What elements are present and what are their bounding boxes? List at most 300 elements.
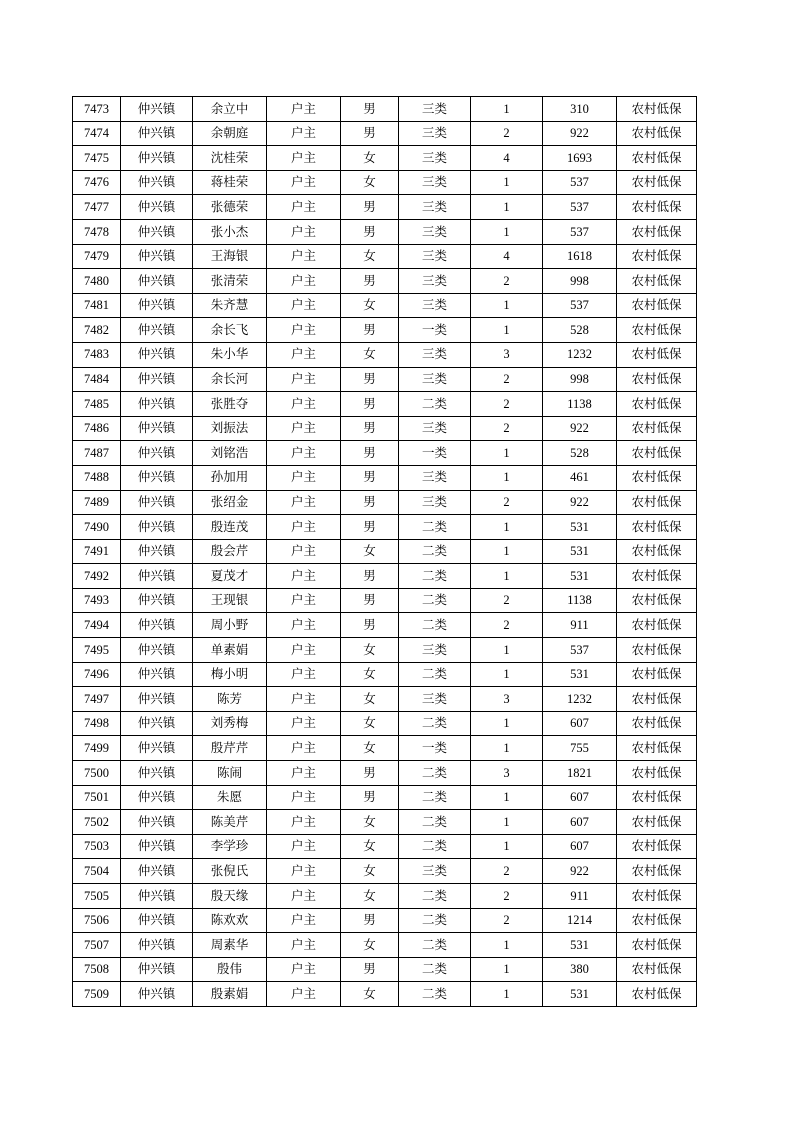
township-cell: 仲兴镇 [121,834,193,859]
relation-cell: 户主 [267,269,341,294]
household-head-name-cell: 殷会芹 [193,539,267,564]
township-cell: 仲兴镇 [121,884,193,909]
relation-cell: 户主 [267,761,341,786]
gender-cell: 男 [341,121,399,146]
relation-cell: 户主 [267,785,341,810]
table-row [73,416,697,441]
assistance-type-cell: 农村低保 [617,441,697,466]
table-row [73,293,697,318]
category-cell: 二类 [399,564,471,589]
township-cell: 仲兴镇 [121,121,193,146]
monthly-amount-cell: 531 [543,982,617,1007]
township-cell: 仲兴镇 [121,859,193,884]
household-size-cell: 4 [471,146,543,171]
gender-cell: 女 [341,638,399,663]
household-head-name-cell: 陈芳 [193,687,267,712]
assistance-type-cell: 农村低保 [617,662,697,687]
township-cell: 仲兴镇 [121,638,193,663]
gender-cell: 男 [341,588,399,613]
gender-cell: 女 [341,293,399,318]
table-row [73,97,697,122]
township-cell: 仲兴镇 [121,195,193,220]
relation-cell: 户主 [267,539,341,564]
gender-cell: 男 [341,957,399,982]
household-size-cell: 2 [471,613,543,638]
monthly-amount-cell: 922 [543,121,617,146]
household-head-name-cell: 单素娟 [193,638,267,663]
monthly-amount-cell: 531 [543,662,617,687]
assistance-type-cell: 农村低保 [617,515,697,540]
assistance-type-cell: 农村低保 [617,859,697,884]
assistance-type-cell: 农村低保 [617,97,697,122]
household-size-cell: 1 [471,195,543,220]
assistance-type-cell: 农村低保 [617,638,697,663]
relation-cell: 户主 [267,859,341,884]
household-head-name-cell: 张倪氏 [193,859,267,884]
household-size-cell: 2 [471,392,543,417]
monthly-amount-cell: 380 [543,957,617,982]
table-row [73,834,697,859]
household-head-name-cell: 余长飞 [193,318,267,343]
table-row [73,662,697,687]
household-size-cell: 1 [471,318,543,343]
township-cell: 仲兴镇 [121,318,193,343]
table-row [73,613,697,638]
table-row [73,859,697,884]
monthly-amount-cell: 1618 [543,244,617,269]
monthly-amount-cell: 537 [543,195,617,220]
category-cell: 三类 [399,465,471,490]
monthly-amount-cell: 922 [543,859,617,884]
gender-cell: 女 [341,146,399,171]
gender-cell: 女 [341,662,399,687]
record-number-cell: 7504 [73,859,121,884]
monthly-amount-cell: 461 [543,465,617,490]
category-cell: 二类 [399,982,471,1007]
household-size-cell: 2 [471,367,543,392]
category-cell: 二类 [399,662,471,687]
household-size-cell: 1 [471,785,543,810]
gender-cell: 女 [341,342,399,367]
record-number-cell: 7499 [73,736,121,761]
household-size-cell: 1 [471,736,543,761]
monthly-amount-cell: 531 [543,515,617,540]
relation-cell: 户主 [267,933,341,958]
township-cell: 仲兴镇 [121,564,193,589]
table-row [73,146,697,171]
township-cell: 仲兴镇 [121,810,193,835]
household-head-name-cell: 李学珍 [193,834,267,859]
gender-cell: 女 [341,859,399,884]
township-cell: 仲兴镇 [121,392,193,417]
gender-cell: 女 [341,834,399,859]
table-row [73,392,697,417]
table-row [73,785,697,810]
relation-cell: 户主 [267,884,341,909]
monthly-amount-cell: 1138 [543,392,617,417]
category-cell: 三类 [399,293,471,318]
gender-cell: 男 [341,613,399,638]
category-cell: 三类 [399,195,471,220]
category-cell: 二类 [399,933,471,958]
record-number-cell: 7509 [73,982,121,1007]
table-row [73,711,697,736]
household-head-name-cell: 张小杰 [193,219,267,244]
category-cell: 二类 [399,613,471,638]
category-cell: 二类 [399,588,471,613]
gender-cell: 女 [341,982,399,1007]
gender-cell: 男 [341,219,399,244]
table-row [73,121,697,146]
township-cell: 仲兴镇 [121,244,193,269]
gender-cell: 女 [341,933,399,958]
relation-cell: 户主 [267,195,341,220]
table-row [73,908,697,933]
household-size-cell: 4 [471,244,543,269]
record-number-cell: 7491 [73,539,121,564]
assistance-type-cell: 农村低保 [617,539,697,564]
household-head-name-cell: 张德荣 [193,195,267,220]
township-cell: 仲兴镇 [121,441,193,466]
gender-cell: 女 [341,539,399,564]
household-head-name-cell: 朱小华 [193,342,267,367]
township-cell: 仲兴镇 [121,416,193,441]
household-head-name-cell: 孙加用 [193,465,267,490]
gender-cell: 女 [341,170,399,195]
assistance-type-cell: 农村低保 [617,244,697,269]
household-size-cell: 1 [471,662,543,687]
relation-cell: 户主 [267,392,341,417]
township-cell: 仲兴镇 [121,761,193,786]
household-head-name-cell: 刘铭浩 [193,441,267,466]
monthly-amount-cell: 1232 [543,342,617,367]
gender-cell: 男 [341,908,399,933]
gender-cell: 女 [341,687,399,712]
assistance-type-cell: 农村低保 [617,908,697,933]
household-head-name-cell: 张清荣 [193,269,267,294]
assistance-type-cell: 农村低保 [617,146,697,171]
household-size-cell: 1 [471,441,543,466]
category-cell: 三类 [399,859,471,884]
monthly-amount-cell: 607 [543,834,617,859]
household-size-cell: 2 [471,416,543,441]
table-row [73,736,697,761]
record-number-cell: 7481 [73,293,121,318]
monthly-amount-cell: 531 [543,564,617,589]
township-cell: 仲兴镇 [121,170,193,195]
household-head-name-cell: 余朝庭 [193,121,267,146]
household-size-cell: 1 [471,810,543,835]
relation-cell: 户主 [267,588,341,613]
record-number-cell: 7476 [73,170,121,195]
relation-cell: 户主 [267,564,341,589]
record-number-cell: 7494 [73,613,121,638]
record-number-cell: 7480 [73,269,121,294]
assistance-type-cell: 农村低保 [617,293,697,318]
household-head-name-cell: 周小野 [193,613,267,638]
township-cell: 仲兴镇 [121,736,193,761]
township-cell: 仲兴镇 [121,293,193,318]
monthly-amount-cell: 998 [543,269,617,294]
record-number-cell: 7479 [73,244,121,269]
table-row [73,515,697,540]
township-cell: 仲兴镇 [121,785,193,810]
gender-cell: 女 [341,711,399,736]
relation-cell: 户主 [267,367,341,392]
category-cell: 二类 [399,515,471,540]
monthly-amount-cell: 922 [543,490,617,515]
category-cell: 三类 [399,416,471,441]
relation-cell: 户主 [267,146,341,171]
relation-cell: 户主 [267,219,341,244]
monthly-amount-cell: 911 [543,613,617,638]
township-cell: 仲兴镇 [121,982,193,1007]
category-cell: 一类 [399,736,471,761]
record-number-cell: 7473 [73,97,121,122]
monthly-amount-cell: 537 [543,170,617,195]
assistance-type-cell: 农村低保 [617,761,697,786]
township-cell: 仲兴镇 [121,146,193,171]
township-cell: 仲兴镇 [121,588,193,613]
category-cell: 二类 [399,957,471,982]
gender-cell: 女 [341,810,399,835]
category-cell: 三类 [399,244,471,269]
household-head-name-cell: 王海银 [193,244,267,269]
assistance-type-cell: 农村低保 [617,687,697,712]
household-size-cell: 1 [471,711,543,736]
township-cell: 仲兴镇 [121,367,193,392]
category-cell: 二类 [399,761,471,786]
gender-cell: 男 [341,564,399,589]
household-head-name-cell: 刘振法 [193,416,267,441]
record-number-cell: 7505 [73,884,121,909]
table-body [73,97,697,1007]
relation-cell: 户主 [267,342,341,367]
township-cell: 仲兴镇 [121,539,193,564]
household-head-name-cell: 梅小明 [193,662,267,687]
monthly-amount-cell: 537 [543,638,617,663]
assistance-type-cell: 农村低保 [617,318,697,343]
gender-cell: 男 [341,269,399,294]
township-cell: 仲兴镇 [121,957,193,982]
household-size-cell: 1 [471,564,543,589]
household-size-cell: 1 [471,982,543,1007]
record-number-cell: 7492 [73,564,121,589]
relation-cell: 户主 [267,957,341,982]
table-row [73,342,697,367]
relation-cell: 户主 [267,97,341,122]
household-head-name-cell: 沈桂荣 [193,146,267,171]
household-size-cell: 1 [471,293,543,318]
monthly-amount-cell: 531 [543,539,617,564]
monthly-amount-cell: 1693 [543,146,617,171]
table-row [73,269,697,294]
monthly-amount-cell: 1214 [543,908,617,933]
table-row [73,588,697,613]
household-size-cell: 1 [471,638,543,663]
record-number-cell: 7506 [73,908,121,933]
household-size-cell: 1 [471,933,543,958]
household-head-name-cell: 余长河 [193,367,267,392]
record-number-cell: 7475 [73,146,121,171]
category-cell: 三类 [399,121,471,146]
assistance-type-cell: 农村低保 [617,884,697,909]
category-cell: 一类 [399,441,471,466]
township-cell: 仲兴镇 [121,711,193,736]
table-row [73,441,697,466]
monthly-amount-cell: 607 [543,711,617,736]
record-number-cell: 7484 [73,367,121,392]
household-size-cell: 2 [471,908,543,933]
relation-cell: 户主 [267,736,341,761]
table-row [73,933,697,958]
record-number-cell: 7508 [73,957,121,982]
household-head-name-cell: 刘秀梅 [193,711,267,736]
assistance-type-cell: 农村低保 [617,613,697,638]
household-head-name-cell: 朱愿 [193,785,267,810]
record-number-cell: 7485 [73,392,121,417]
category-cell: 二类 [399,392,471,417]
category-cell: 二类 [399,539,471,564]
township-cell: 仲兴镇 [121,933,193,958]
table-row [73,219,697,244]
table-row [73,170,697,195]
monthly-amount-cell: 310 [543,97,617,122]
record-number-cell: 7486 [73,416,121,441]
township-cell: 仲兴镇 [121,662,193,687]
table-row [73,884,697,909]
gender-cell: 女 [341,884,399,909]
monthly-amount-cell: 537 [543,219,617,244]
household-head-name-cell: 张胜夺 [193,392,267,417]
gender-cell: 男 [341,465,399,490]
monthly-amount-cell: 911 [543,884,617,909]
table-row [73,318,697,343]
assistance-type-cell: 农村低保 [617,465,697,490]
household-head-name-cell: 陈美芹 [193,810,267,835]
relation-cell: 户主 [267,982,341,1007]
monthly-amount-cell: 998 [543,367,617,392]
gender-cell: 男 [341,97,399,122]
relation-cell: 户主 [267,170,341,195]
category-cell: 三类 [399,490,471,515]
monthly-amount-cell: 607 [543,785,617,810]
household-head-name-cell: 王现银 [193,588,267,613]
household-head-name-cell: 殷连茂 [193,515,267,540]
record-number-cell: 7500 [73,761,121,786]
table-row [73,957,697,982]
record-number-cell: 7496 [73,662,121,687]
gender-cell: 男 [341,441,399,466]
category-cell: 二类 [399,711,471,736]
record-number-cell: 7483 [73,342,121,367]
household-head-name-cell: 殷天缘 [193,884,267,909]
household-head-name-cell: 殷素娟 [193,982,267,1007]
household-size-cell: 3 [471,342,543,367]
relation-cell: 户主 [267,613,341,638]
category-cell: 三类 [399,342,471,367]
relation-cell: 户主 [267,293,341,318]
record-number-cell: 7495 [73,638,121,663]
category-cell: 一类 [399,318,471,343]
relation-cell: 户主 [267,638,341,663]
gender-cell: 男 [341,195,399,220]
category-cell: 二类 [399,908,471,933]
gender-cell: 男 [341,515,399,540]
relation-cell: 户主 [267,711,341,736]
monthly-amount-cell: 1821 [543,761,617,786]
category-cell: 三类 [399,97,471,122]
table-row [73,564,697,589]
relation-cell: 户主 [267,810,341,835]
relation-cell: 户主 [267,908,341,933]
township-cell: 仲兴镇 [121,490,193,515]
household-head-name-cell: 朱齐慧 [193,293,267,318]
assistance-type-cell: 农村低保 [617,121,697,146]
gender-cell: 女 [341,244,399,269]
township-cell: 仲兴镇 [121,687,193,712]
category-cell: 三类 [399,638,471,663]
gender-cell: 男 [341,490,399,515]
household-head-name-cell: 殷芹芹 [193,736,267,761]
record-number-cell: 7477 [73,195,121,220]
assistance-type-cell: 农村低保 [617,219,697,244]
relation-cell: 户主 [267,441,341,466]
gender-cell: 男 [341,761,399,786]
record-number-cell: 7487 [73,441,121,466]
record-number-cell: 7490 [73,515,121,540]
monthly-amount-cell: 528 [543,441,617,466]
table-row [73,367,697,392]
household-size-cell: 1 [471,834,543,859]
gender-cell: 男 [341,785,399,810]
township-cell: 仲兴镇 [121,269,193,294]
monthly-amount-cell: 607 [543,810,617,835]
assistance-type-cell: 农村低保 [617,834,697,859]
relation-cell: 户主 [267,121,341,146]
gender-cell: 男 [341,318,399,343]
table-row [73,465,697,490]
category-cell: 二类 [399,884,471,909]
household-head-name-cell: 殷伟 [193,957,267,982]
relation-cell: 户主 [267,490,341,515]
monthly-amount-cell: 922 [543,416,617,441]
assistance-type-cell: 农村低保 [617,269,697,294]
assistance-type-cell: 农村低保 [617,392,697,417]
record-number-cell: 7482 [73,318,121,343]
township-cell: 仲兴镇 [121,515,193,540]
household-size-cell: 1 [471,219,543,244]
assistance-type-cell: 农村低保 [617,588,697,613]
household-head-name-cell: 陈欢欢 [193,908,267,933]
table-row [73,638,697,663]
household-size-cell: 3 [471,761,543,786]
assistance-type-cell: 农村低保 [617,170,697,195]
relation-cell: 户主 [267,834,341,859]
assistance-type-cell: 农村低保 [617,933,697,958]
household-size-cell: 2 [471,490,543,515]
monthly-amount-cell: 537 [543,293,617,318]
township-cell: 仲兴镇 [121,613,193,638]
relation-cell: 户主 [267,662,341,687]
record-number-cell: 7488 [73,465,121,490]
assistance-type-cell: 农村低保 [617,785,697,810]
household-head-name-cell: 周素华 [193,933,267,958]
relation-cell: 户主 [267,244,341,269]
assistance-type-cell: 农村低保 [617,416,697,441]
household-size-cell: 1 [471,539,543,564]
household-head-name-cell: 蒋桂荣 [193,170,267,195]
